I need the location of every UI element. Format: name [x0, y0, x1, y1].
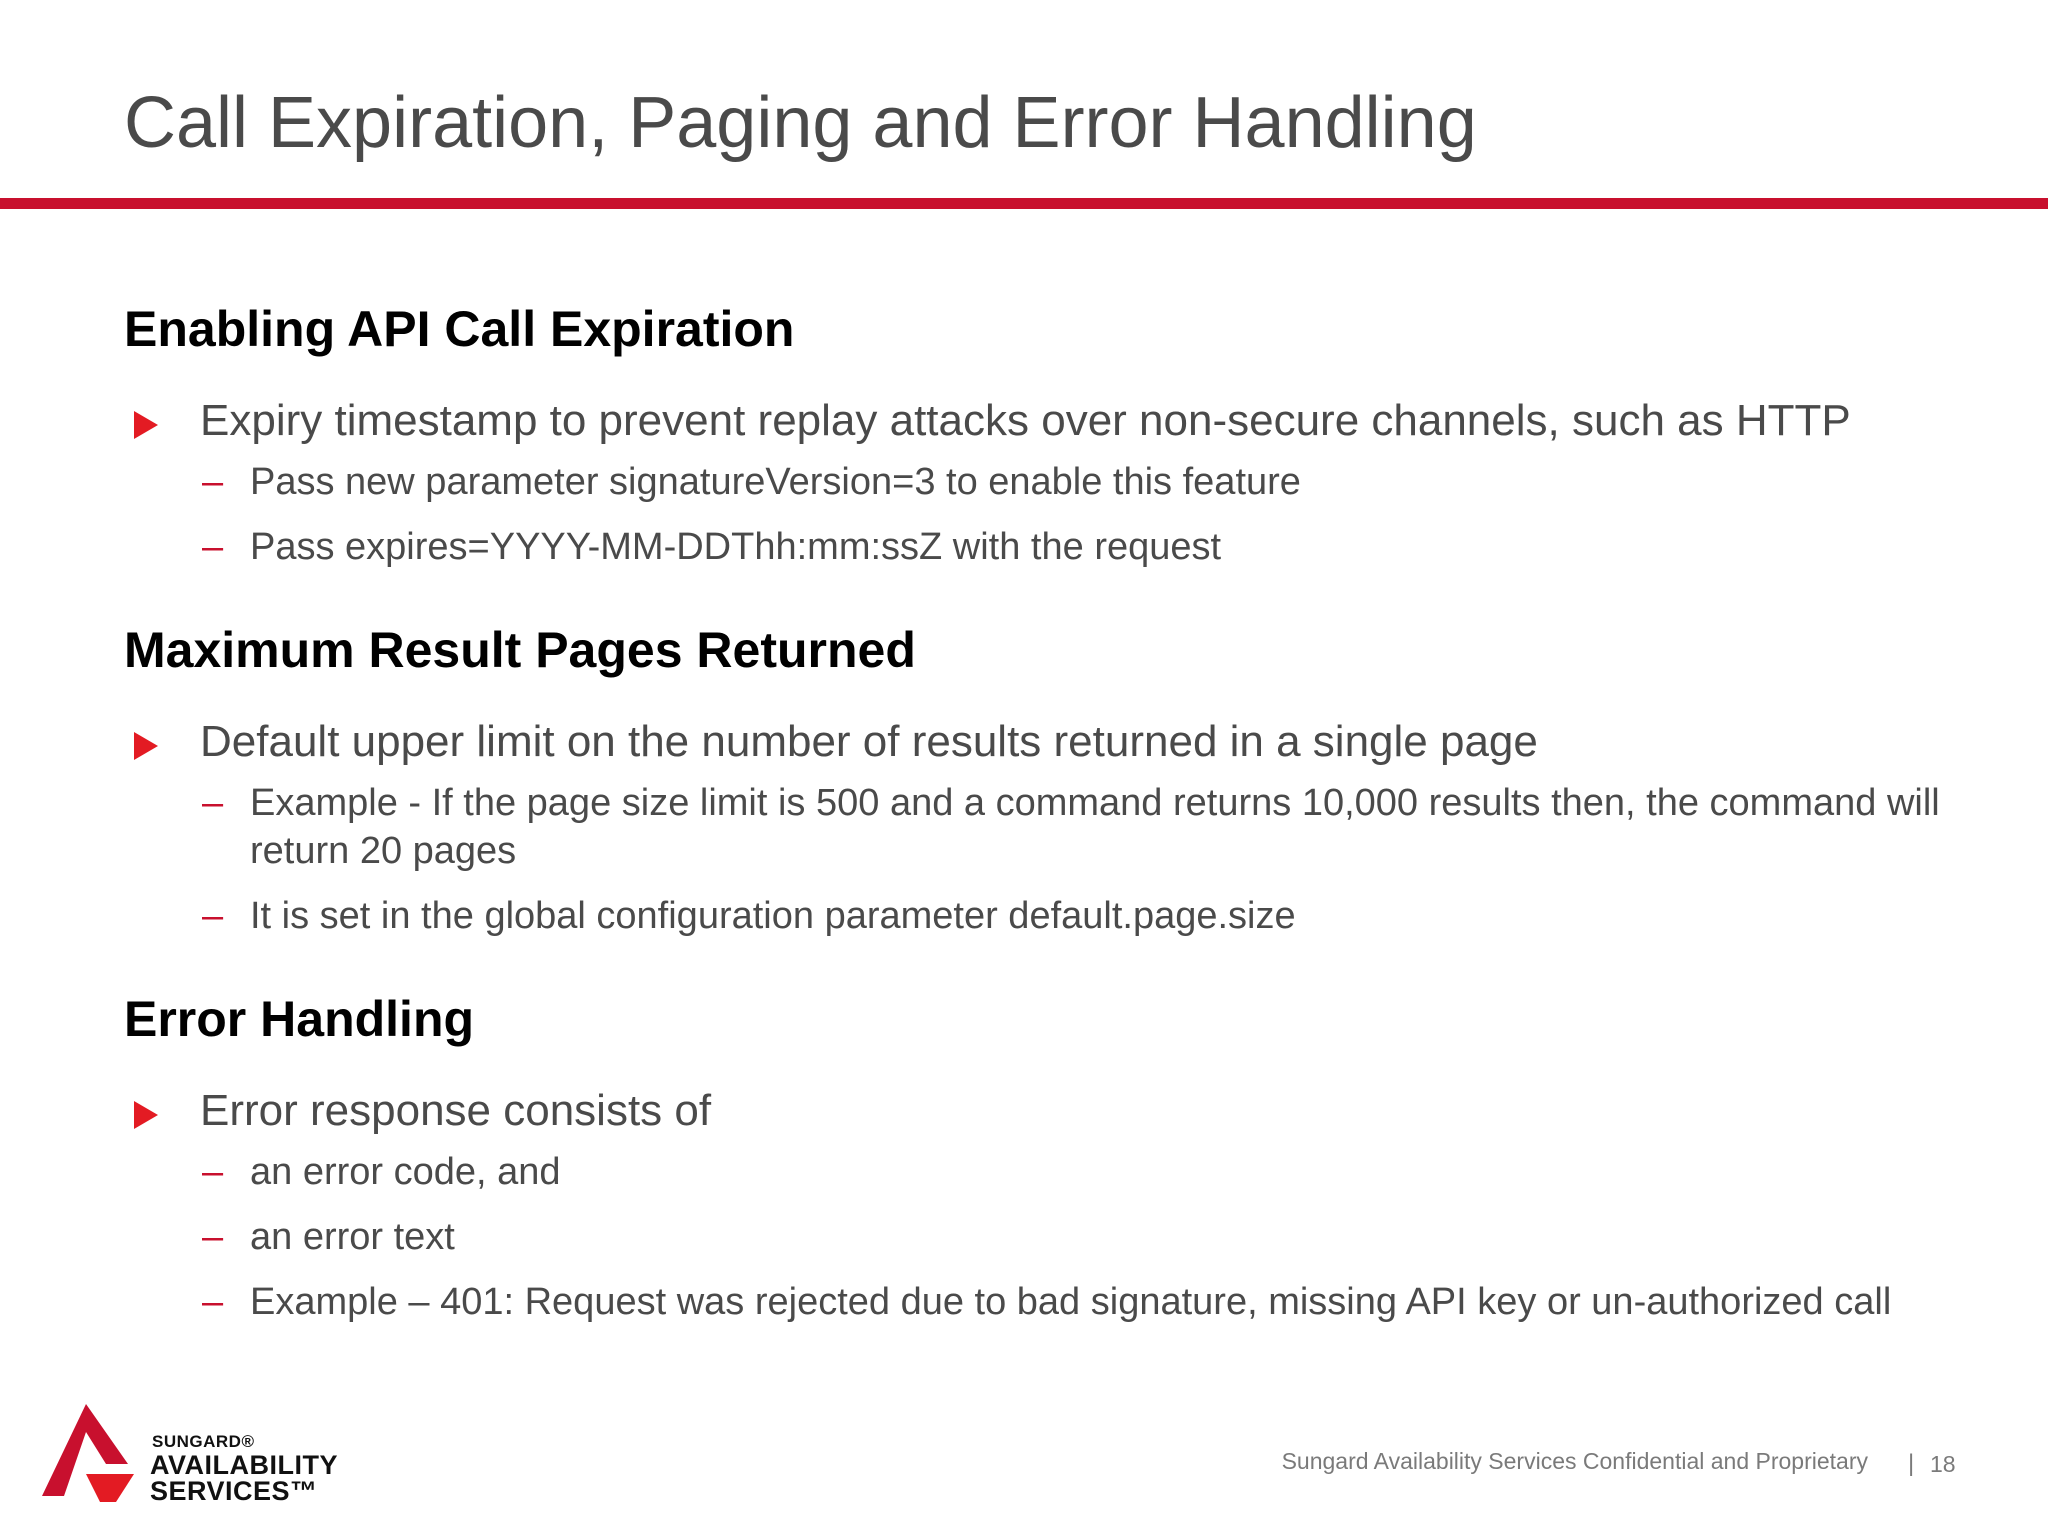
sub-bullet-item — [202, 458, 1994, 506]
dash-bullet-icon: – — [202, 895, 224, 937]
sub-bullet-item — [202, 1213, 1994, 1261]
triangle-bullet-icon — [134, 1101, 158, 1129]
dash-bullet-icon: – — [202, 526, 224, 568]
logo-text-services: SERVICES™ — [150, 1476, 318, 1506]
logo-text-availability: AVAILABILITY — [150, 1450, 338, 1480]
slide-content — [124, 300, 1994, 1326]
sub-bullet-text: an error code, and — [250, 1151, 561, 1193]
dash-bullet-icon: – — [202, 782, 224, 824]
dash-bullet-icon: – — [202, 1281, 224, 1323]
sub-bullet-item — [202, 523, 1994, 571]
sub-bullet-text: Pass new parameter signatureVersion=3 to enable this feature — [250, 461, 1301, 503]
bullet-text: Default upper limit on the number of results returned in a single page — [200, 717, 1538, 766]
logo-text-sungard: SUNGARD® — [152, 1432, 255, 1451]
bullet-item — [124, 1086, 1994, 1136]
sub-bullet-item — [202, 1278, 1994, 1326]
sub-bullet-item — [202, 1148, 1994, 1196]
page-number: 18 — [1930, 1451, 1956, 1477]
sub-bullet-item — [202, 779, 1994, 875]
section-heading-call-expiration: Enabling API Call Expiration — [124, 301, 795, 357]
sub-bullet-text: Example – 401: Request was rejected due to bad signature, missing API key or un-authorized call — [250, 1281, 1892, 1323]
section-heading-result-pages: Maximum Result Pages Returned — [124, 622, 916, 678]
sub-bullet-item — [202, 892, 1994, 940]
bullet-text: Error response consists of — [200, 1086, 712, 1135]
section-heading-error-handling: Error Handling — [124, 991, 475, 1047]
title-divider — [0, 198, 2048, 209]
sub-bullet-text: an error text — [250, 1216, 455, 1258]
triangle-bullet-icon — [134, 732, 158, 760]
sub-bullet-text: It is set in the global configuration parameter default.page.size — [250, 895, 1296, 937]
bullet-item — [124, 717, 1994, 767]
footer-separator: | — [1908, 1450, 1915, 1477]
dash-bullet-icon: – — [202, 1151, 224, 1193]
bullet-text: Expiry timestamp to prevent replay attacks over non-secure channels, such as HTTP — [200, 396, 1851, 445]
slide-title: Call Expiration, Paging and Error Handling — [124, 83, 1477, 163]
sub-bullet-text: Example - If the page size limit is 500 and a command returns 10,000 results then, the command will return 20 pages — [250, 782, 1940, 872]
sub-bullet-text: Pass expires=YYYY-MM-DDThh:mm:ssZ with the request — [250, 526, 1222, 568]
dash-bullet-icon: – — [202, 461, 224, 503]
triangle-bullet-icon — [134, 411, 158, 439]
dash-bullet-icon: – — [202, 1216, 224, 1258]
bullet-item — [124, 396, 1994, 446]
footer-confidential: Sungard Availability Services Confidential and Proprietary — [1281, 1448, 1868, 1474]
